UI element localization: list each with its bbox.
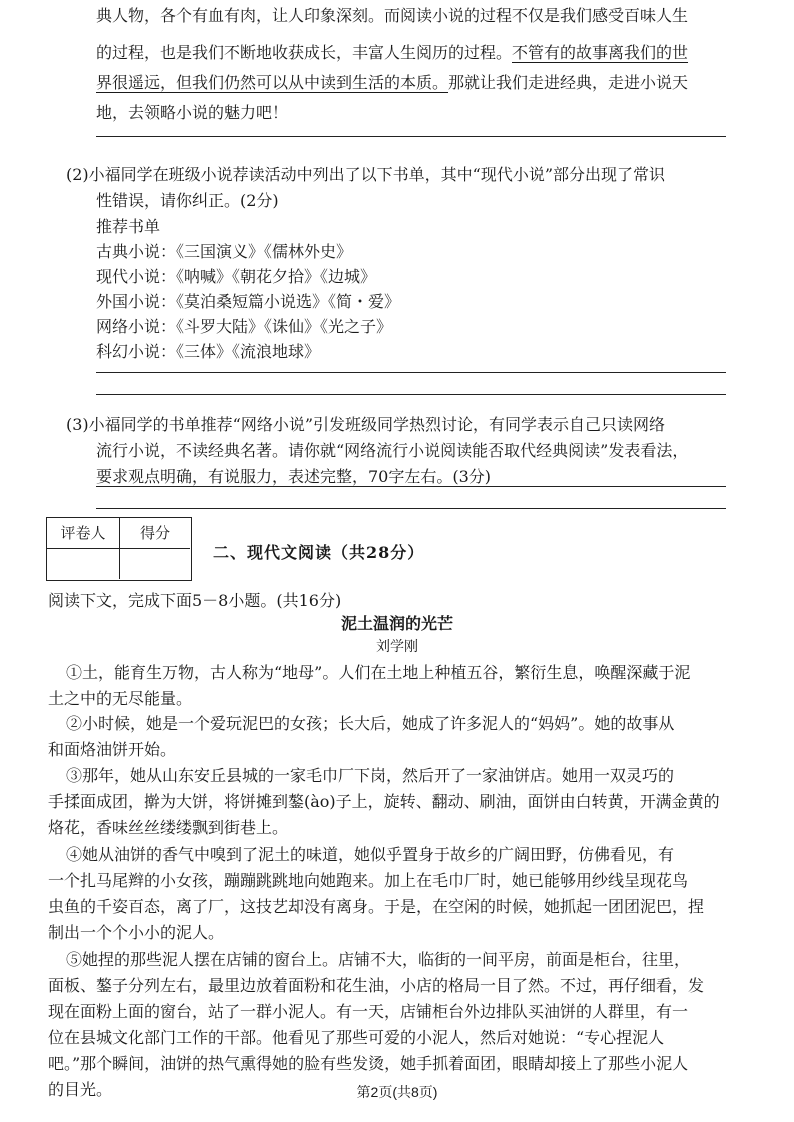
q2-list-item: 古典小说：《三国演义》《儒林外史》: [96, 242, 353, 261]
article-author: 刘学刚: [376, 639, 418, 655]
answer-line: [96, 136, 726, 137]
article-line: 手揉面成团，擀为大饼，将饼摊到鏊(ào)子上，旋转、翻动、刷油，面饼由白转黄，开满金黄的: [48, 792, 720, 811]
grader-cell[interactable]: [47, 549, 120, 579]
q2-line-2: 性错误，请你纠正。(2分): [96, 191, 279, 210]
answer-line: [96, 372, 726, 373]
score-table: [46, 517, 192, 581]
q3-line-2: 流行小说，不读经典名著。请你就“网络流行小说阅读能否取代经典阅读”发表看法，: [96, 441, 689, 460]
article-title: 泥土温润的光芒: [340, 614, 453, 633]
article-line: ②小时候，她是一个爱玩泥巴的女孩；长大后，她成了许多泥人的“妈妈”。她的故事从: [66, 714, 675, 733]
q2-list-item: 现代小说：《呐喊》《朝花夕拾》《边城》: [96, 267, 377, 286]
article-line: 吧。”那个瞬间，油饼的热气熏得她的脸有些发烫，她手抓着面团，眼睛却接上了那些小泥人: [48, 1054, 689, 1073]
q2-list-item: 科幻小说：《三体》《流浪地球》: [96, 342, 321, 361]
article-line: 和面烙油饼开始。: [48, 740, 177, 759]
grader-label: 评卷人: [47, 518, 120, 549]
article-line: ③那年，她从山东安丘县城的一家毛巾厂下岗，然后开了一家油饼店。她用一双灵巧的: [66, 766, 675, 785]
q3-line-3: 要求观点明确，有说服力，表述完整，70字左右。(3分): [96, 467, 492, 486]
article-line: 土之中的无尽能量。: [48, 689, 193, 708]
answer-line: [96, 394, 726, 395]
top-paragraph-line-1: 典人物，各个有血有肉，让人印象深刻。而阅读小说的过程不仅是我们感受百味人生: [96, 6, 689, 25]
q2-line-1: (2)小福同学在班级小说荐读活动中列出了以下书单，其中“现代小说”部分出现了常识: [66, 165, 666, 184]
article-line: ④她从油饼的香气中嗅到了泥土的味道，她似乎置身于故乡的广阔田野，仿佛看见，有: [66, 845, 675, 864]
article-line: 烙花，香味丝丝缕缕飘到街巷上。: [48, 818, 289, 837]
top-paragraph-line-2-a: 的过程，也是我们不断地收获成长，丰富人生阅历的过程。: [96, 43, 513, 62]
q2-list-title: 推荐书单: [96, 217, 161, 236]
article-line: 面板、鏊子分列左右，最里边放着面粉和花生油，小店的格局一目了然。不过，再仔细看，发: [48, 976, 705, 995]
q2-list-item: 外国小说：《莫泊桑短篇小说选》《简・爱》: [96, 292, 401, 311]
answer-line: [96, 486, 726, 487]
article-line: 位在县城文化部门工作的干部。他看见了那些可爱的小泥人，然后对她说：“专心捏泥人: [48, 1028, 665, 1047]
top-paragraph-line-3-b: 那就让我们走进经典，走进小说天: [448, 73, 689, 92]
score-cell[interactable]: [120, 549, 190, 579]
top-paragraph-line-3-a: 界很遥远，但我们仍然可以从中读到生活的本质。: [96, 73, 449, 92]
top-paragraph-line-2: [96, 40, 688, 66]
article-line: 现在面粉上面的窗台，站了一群小泥人。有一天，店铺柜台外边排队买油饼的人群里，有一: [48, 1002, 689, 1021]
section-instruction: 阅读下文，完成下面5－8小题。(共16分): [48, 591, 342, 610]
score-label: 得分: [120, 518, 190, 549]
section-title: 二、现代文阅读（共28分）: [213, 543, 425, 562]
top-paragraph-line-4: 地，去领略小说的魅力吧！: [96, 103, 289, 122]
answer-line: [96, 508, 726, 509]
page-number: 第2页(共8页): [356, 1084, 438, 1100]
article-line: 的目光。: [48, 1080, 113, 1099]
article-line: 虫鱼的千姿百态，离了厂，这技艺却没有离身。于是，在空闲的时候，她抓起一团团泥巴，捏: [48, 897, 705, 916]
article-line: ①土，能育生万物，古人称为“地母”。人们在土地上种植五谷，繁衍生息，唤醒深藏于泥: [66, 663, 691, 682]
article-line: 制出一个个小小的泥人。: [48, 923, 225, 942]
q2-list-item: 网络小说：《斗罗大陆》《诛仙》《光之子》: [96, 317, 393, 336]
top-paragraph-line-2-b: 不管有的故事离我们的世: [512, 43, 689, 62]
article-line: 一个扎马尾辫的小女孩，蹦蹦跳跳地向她跑来。加上在毛巾厂时，她已能够用纱线呈现花鸟: [48, 871, 689, 890]
top-paragraph-line-3: [96, 70, 688, 96]
q3-line-1: (3)小福同学的书单推荐“网络小说”引发班级同学热烈讨论，有同学表示自己只读网络: [66, 415, 666, 434]
article-line: ⑤她捏的那些泥人摆在店铺的窗台上。店铺不大，临街的一间平房，前面是柜台，往里，: [66, 950, 691, 969]
